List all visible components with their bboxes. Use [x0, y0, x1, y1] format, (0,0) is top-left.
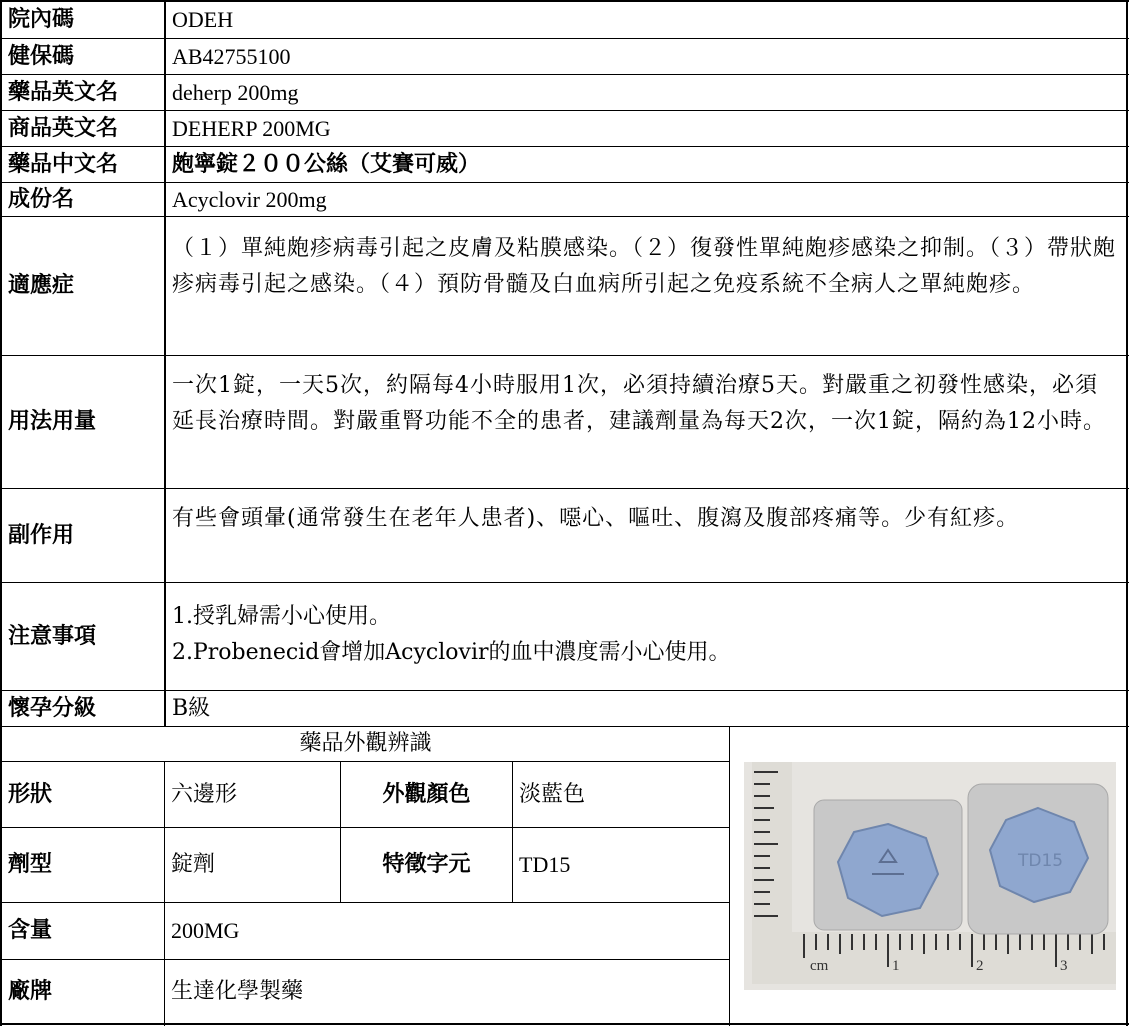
imprint-label: 特徵字元: [382, 852, 471, 877]
product-english-name-label: 商品英文名: [8, 115, 119, 141]
tablet-photo: [744, 762, 1116, 990]
dosage-form-label: 劑型: [8, 852, 53, 877]
dosage-form-value: 錠劑: [171, 852, 216, 877]
border-right: [1126, 0, 1128, 1026]
precaution-line-2: 2.Probenecid會增加Acyclovir的血中濃度需小心使用。: [172, 640, 731, 665]
product-english-name-value: DEHERP 200MG: [172, 115, 331, 141]
color-label: 外觀顏色: [382, 781, 471, 807]
drug-chinese-name-value: 皰寧錠２００公絲（艾賽可威）: [172, 151, 481, 177]
ruler-mark-2: 2: [976, 958, 984, 974]
hospital-code-label: 院內碼: [8, 7, 75, 32]
manufacturer-label: 廠牌: [8, 978, 53, 1004]
ruler-mark-3: 3: [1060, 958, 1068, 974]
pregnancy-value: B級: [172, 695, 211, 721]
drug-english-name-value: deherp 200mg: [172, 79, 299, 105]
dosage-label: 用法用量: [8, 409, 97, 434]
border-bottom: [0, 1023, 1129, 1025]
nhi-code-value: AB42755100: [172, 43, 291, 69]
side-effects-value: 有些會頭暈(通常發生在老年人患者)、噁心、嘔吐、腹瀉及腹部疼痛等。少有紅疹。: [172, 506, 1020, 531]
color-value: 淡藍色: [519, 781, 586, 807]
precautions-label: 注意事項: [8, 623, 97, 649]
shape-value: 六邊形: [171, 781, 238, 807]
pregnancy-label: 懷孕分級: [8, 695, 97, 721]
imprint-value: TD15: [519, 852, 571, 877]
shape-label: 形狀: [8, 781, 53, 807]
hospital-code-value: ODEH: [172, 7, 234, 32]
precaution-line-1: 1.授乳婦需小心使用。: [172, 604, 391, 629]
appearance-header: 藥品外觀辨識: [299, 731, 432, 756]
ingredient-label: 成份名: [8, 186, 75, 212]
indications-label: 適應症: [8, 273, 75, 298]
ruler-unit: cm: [810, 958, 829, 974]
strength-value: 200MG: [171, 918, 240, 943]
ruler-mark-1: 1: [892, 958, 900, 974]
indications-value: （１）單純皰疹病毒引起之皮膚及粘膜感染。（２）復發性單純皰疹感染之抑制。（３）帶狀皰疹病毒引起之感染。（４）預防骨髓及白血病所引起之免疫系統不全病人之單純皰疹。: [172, 236, 1117, 297]
strength-label: 含量: [8, 918, 53, 943]
drug-english-name-label: 藥品英文名: [8, 79, 119, 105]
drug-chinese-name-label: 藥品中文名: [8, 151, 119, 177]
dosage-value: 一次1錠，一天5次，約隔每4小時服用1次，必須持續治療5天。對嚴重之初發性感染，必須延長治療時間。對嚴重腎功能不全的患者，建議劑量為每天2次，一次1錠，隔約為12小時。: [172, 373, 1106, 434]
tablet-imprint: TD15: [1018, 851, 1064, 871]
precautions-value: [166, 583, 1126, 690]
nhi-code-label: 健保碼: [8, 43, 75, 69]
side-effects-label: 副作用: [8, 522, 75, 548]
manufacturer-value: 生達化學製藥: [171, 978, 304, 1004]
ingredient-value: Acyclovir 200mg: [172, 186, 327, 212]
